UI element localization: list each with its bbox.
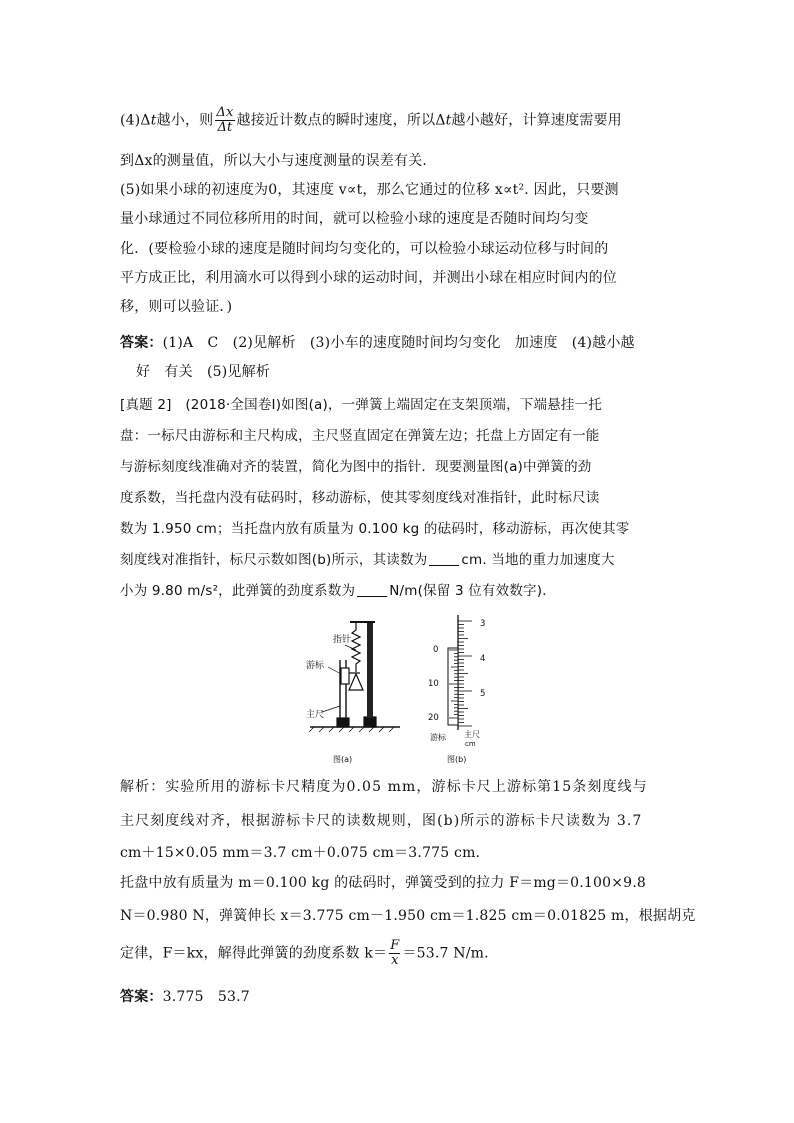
answer-line: 好 有关 (5)见解析 bbox=[136, 364, 271, 380]
solution-line: N＝0.980 N，弹簧伸长 x＝3.775 cm－1.950 cm＝1.825 cm＝0.01825 m，根据胡克 bbox=[120, 908, 696, 924]
text-segment: cm. 当地的重力加速度大 bbox=[461, 552, 615, 568]
label-unit: cm bbox=[465, 740, 476, 748]
spring bbox=[352, 622, 360, 672]
text-line: 化．(要检验小球的速度是随时间均匀变化的，可以检验小球运动位移与时间的 bbox=[120, 241, 609, 257]
text-segment: t bbox=[150, 112, 157, 129]
main-label-3: 3 bbox=[480, 619, 486, 629]
main-label-5: 5 bbox=[480, 689, 486, 699]
text-line: 量小球通过不同位移所用的时间，就可以检验小球的速度是否随时间均匀变 bbox=[120, 211, 589, 227]
label-main-scale: 主尺 bbox=[306, 710, 325, 720]
text-segment: 越接近计数点的瞬时速度，所以Δ bbox=[236, 112, 446, 129]
text-segment: t bbox=[445, 112, 452, 129]
vernier-body bbox=[448, 648, 458, 725]
answer-label: 答案： bbox=[120, 335, 163, 351]
label-vernier: 游标 bbox=[306, 661, 325, 671]
label-pointer: 指针 bbox=[333, 635, 352, 645]
figure-b-scale bbox=[448, 615, 472, 730]
main-label-4: 4 bbox=[480, 654, 486, 664]
fraction-f-x bbox=[389, 939, 400, 968]
solution-line: 托盘中放有质量为 m＝0.100 kg 的砝码时，弹簧受到的拉力 F＝mg＝0.100×9.8 bbox=[120, 875, 647, 891]
text-segment: ＝53.7 N/m. bbox=[402, 945, 489, 962]
text-segment: N/m(保留 3 位有效数字)． bbox=[389, 583, 556, 599]
text-line: 移，则可以验证．) bbox=[120, 299, 233, 315]
caption-a: 图(a) bbox=[333, 755, 353, 764]
question-line: 度系数，当托盘内没有砝码时，移动游标，使其零刻度线对准指针，此时标尺读 bbox=[120, 490, 600, 506]
answer-label: 答案： bbox=[120, 989, 163, 1005]
stand-pole bbox=[367, 622, 373, 718]
caption-b: 图(b) bbox=[447, 755, 467, 764]
question-line: 数为 1.950 cm；当托盘内放有质量为 0.100 kg 的砝码时，移动游标，再次使其零 bbox=[120, 521, 630, 537]
solution-line: 主尺刻度线对齐，根据游标卡尺的读数规则，图(b)所示的游标卡尺读数为 3.7 bbox=[120, 813, 643, 829]
solution-line: cm＋15×0.05 mm＝3.7 cm＋0.075 cm＝3.775 cm. bbox=[120, 845, 481, 861]
text-line: 到Δx的测量值，所以大小与速度测量的误差有关． bbox=[120, 153, 437, 169]
vernier-label-20: 20 bbox=[428, 713, 439, 723]
text-segment: (4)Δ bbox=[120, 112, 151, 129]
text-segment: 小为 9.80 m/s²，此弹簧的劲度系数为 bbox=[120, 583, 356, 599]
vernier-label-0: 0 bbox=[433, 645, 439, 655]
text-line: 平方成正比，利用滴水可以得到小球的运动时间，并测出小球在相应时间内的位 bbox=[120, 270, 617, 286]
text-segment: 定律，F＝kx，解得此弹簧的劲度系数 k＝ bbox=[120, 945, 388, 962]
fraction-numerator: Δx bbox=[216, 105, 234, 120]
solution-line bbox=[120, 939, 680, 968]
leader-vernier bbox=[328, 667, 341, 674]
question-line: 与游标刻度线准确对齐的装置，简化为图中的指针．现要测量图(a)中弹簧的劲 bbox=[120, 459, 592, 475]
vernier-block bbox=[341, 668, 349, 684]
answer-text: (1)A C (2)见解析 (3)小车的速度随时间均匀变化 加速度 (4)越小越 bbox=[162, 335, 635, 351]
question-line: [真题 2] (2018·全国卷Ⅰ)如图(a)，一弹簧上端固定在支架顶端，下端悬挂一托 bbox=[120, 397, 602, 413]
main-scale-ticks bbox=[458, 621, 472, 726]
answer-line bbox=[120, 987, 680, 1007]
text-segment: 刻度线对准指针，标尺示数如图(b)所示，其读数为 bbox=[120, 552, 428, 568]
tray bbox=[349, 674, 363, 690]
label-vernier-b: 游标 bbox=[430, 733, 446, 742]
text-segment: 越小越好，计算速度需要用 bbox=[451, 112, 622, 129]
vernier-label-10: 10 bbox=[428, 679, 439, 689]
fraction-denominator: x bbox=[391, 953, 399, 968]
text-segment: 越小，则 bbox=[156, 112, 214, 129]
solution-line bbox=[120, 777, 680, 797]
leader-main bbox=[322, 706, 340, 712]
text-line: (5)如果小球的初速度为0，其速度 v∝t，那么它通过的位移 x∝t². 因此，只要测 bbox=[120, 182, 619, 198]
solution-text: 解析：实验所用的游标卡尺精度为0.05 mm，游标卡尺上游标第15条刻度线与 bbox=[120, 779, 648, 795]
label-main-b: 主尺 bbox=[464, 730, 480, 739]
fraction-numerator: F bbox=[390, 938, 400, 953]
main-scale-base bbox=[337, 718, 349, 727]
stand-base bbox=[364, 717, 376, 727]
question-line: 盘：一标尺由游标和主尺构成，主尺竖直固定在弹簧左边；托盘上方固定有一能 bbox=[120, 428, 600, 444]
answer-text: 3.775 53.7 bbox=[162, 989, 250, 1005]
fraction-denominator: Δt bbox=[217, 120, 233, 135]
